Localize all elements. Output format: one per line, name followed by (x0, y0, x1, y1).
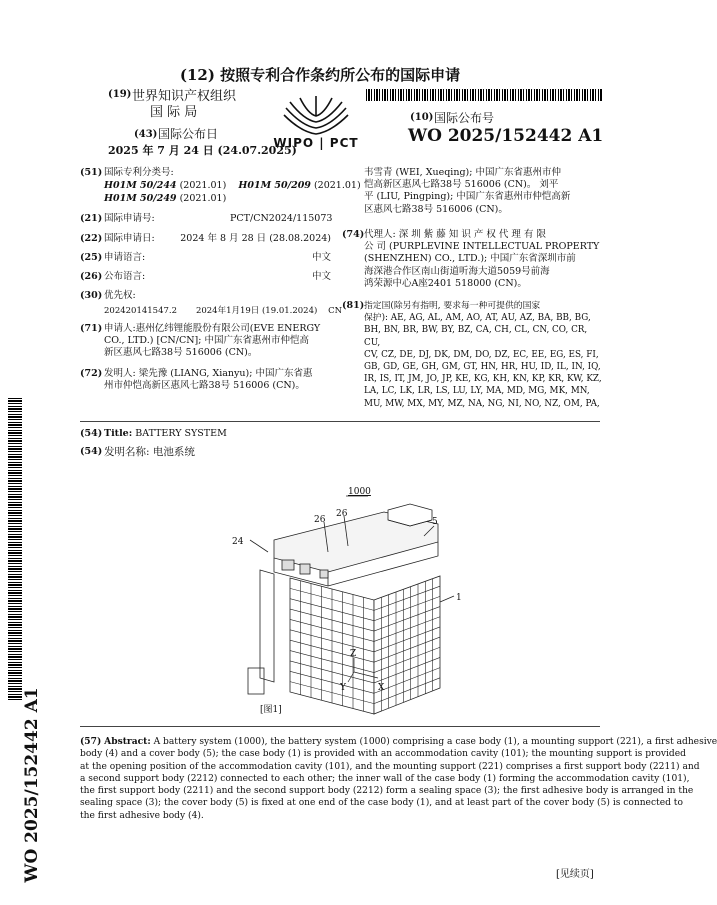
figure-label-1: 1 (456, 593, 462, 603)
f72-code: (72) (80, 368, 103, 379)
battery-system-drawing (228, 482, 478, 722)
wipo-logo-text: WIPO | PCT (273, 136, 359, 150)
f30-priority: 202420141547.2 2024年1月19日 (19.01.2024) CN (104, 306, 343, 316)
f25-value: 中文 (311, 252, 331, 263)
f30-label: 优先权: (104, 290, 136, 301)
f81-designated-states: 指定国(除另有指明, 要求每一种可提供的国家 保护): AE, AG, AL, AM, AO, AT, AU, AZ, BA, BB, BG, BH, BN, BR, BW, BY, BZ, CA, CH, CL, CN, CO, CR, CU, CV, CZ, DE, DJ, DK, DM, DO, DZ, EC, EE, EG, ES, FI, GB, GD, GE, GH, GM, GT, HN, HR, HU, ID, IL, IN, IQ, IR, IS, IT, JM, JO, JP, KE, KG, KH, KN, KP, KR, KW, KZ, LA, LC, LK, LR, LS, LU, LY, MA, MD, MG, MK, MN, MU, MW, MX, MY, MZ, NA, NG, NI, NO, NZ, OM, PA, (364, 301, 602, 409)
f74-agent: 代理人: 深 圳 紫 藤 知 识 产 权 代 理 有 限 公 司 (PURPLEVINE INTELLECTUAL PROPERTY (SHENZHEN) CO., LTD.); 中国广东省深圳市前 海深港合作区南山街道听海大道5059号前海 鸿荣源中心A座2401 518000 (CN)。 (364, 229, 600, 289)
f25-code: (25) (80, 252, 103, 263)
f25-label: 申请语言: (104, 252, 146, 263)
f71-code: (71) (80, 323, 103, 334)
f26-label: 公布语言: (104, 271, 146, 282)
abstract-line: a second support body (2212) connected to each other; the inner wall of the case body (1) forming the accommodation cavity (101), (80, 773, 690, 784)
f22-value: 2024 年 8 月 28 日 (28.08.2024) (180, 233, 331, 244)
pubno-code: (10) (410, 112, 434, 123)
inventor-continued: 韦雪青 (WEI, Xueqing); 中国广东省惠州市仲 恺高新区惠风七路38号 516006 (CN)。 刘平 平 (LIU, Pingping); 中国广东省惠州市仲恺高新 区惠风七路38号 516006 (CN)。 (364, 167, 571, 215)
pubdate-label: 国际公布日 (158, 127, 219, 141)
title-en-code: (54) (80, 428, 103, 439)
f51-line1: H01M 50/244 (2021.01) H01M 50/209 (2021.01) (104, 180, 361, 191)
f72-inventor: 发明人: 梁先豫 (LIANG, Xianyu); 中国广东省惠 州市仲恺高新区惠风七路38号 516006 (CN)。 (104, 368, 313, 392)
figure-axis-x: X (378, 683, 385, 693)
top-barcode (366, 89, 602, 101)
f71-applicant: 申请人:惠州亿纬锂能股份有限公司(EVE ENERGY CO., LTD.) [CN/CN]; 中国广东省惠州市仲恺高 新区惠风七路38号 516006 (CN)。 (104, 323, 321, 359)
figure-ref-1000: 1000 (348, 487, 371, 497)
pubdate-value: 2025 年 7 月 24 日 (24.07.2025) (108, 144, 297, 157)
patent-figure (228, 482, 478, 722)
f51-code: (51) (80, 167, 103, 178)
f74-code: (74) (342, 229, 365, 240)
abstract-line: body (4) and a cover body (5); the case body (1) is provided with an accommodation cavity (101); the mounting support is provided (80, 749, 686, 760)
figure-label-24: 24 (232, 537, 244, 547)
f30-code: (30) (80, 290, 103, 301)
section-divider (80, 421, 600, 422)
f26-value: 中文 (311, 271, 331, 282)
f21-label: 国际申请号: (104, 213, 155, 224)
f51-line2: H01M 50/249 (2021.01) (104, 193, 227, 204)
side-barcode (8, 398, 22, 700)
abstract (80, 736, 717, 822)
f22-code: (22) (80, 233, 103, 244)
title-en: Title: BATTERY SYSTEM (104, 428, 227, 439)
f22-label: 国际申请日: (104, 233, 155, 244)
title-zh-code: (54) (80, 446, 103, 457)
document-title: (12) 按照专利合作条约所公布的国际申请 (179, 66, 461, 84)
continued-note: [见续页] (556, 869, 594, 880)
org-line1: 世界知识产权组织 (132, 89, 237, 104)
abstract-line: the first support body (2211) and the second support body (2212) form a sealing space (3); the first adhesive body is arranged in the (80, 786, 694, 797)
f81-code: (81) (342, 300, 365, 311)
wipo-logo (268, 92, 364, 154)
org-code: (19) (108, 89, 132, 100)
pubdate-code: (43) (134, 129, 158, 140)
abstract-divider (80, 726, 600, 727)
abstract-line: the first adhesive body (4). (80, 810, 204, 821)
figure-axis-y: Y (340, 683, 346, 693)
f21-value: PCT/CN2024/115073 (230, 213, 333, 224)
figure-axis-z: Z (350, 649, 357, 659)
pubno-label: 国际公布号 (434, 111, 495, 125)
side-publication-number: WO 2025/152442 A1 (22, 687, 42, 883)
abstract-line: sealing space (3); the cover body (5) is fixed at one end of the case body (1), and at least part of the cover body (5) is connected to (80, 798, 683, 809)
abstract-line: at the opening position of the accommodation cavity (101), and the mounting support (221) comprises a first support body (2211) and (80, 761, 700, 772)
org-line2: 国 际 局 (150, 105, 198, 120)
figure-label-26a: 26 (314, 515, 326, 525)
figure-label-5: 5 (432, 517, 438, 527)
abstract-line: (57) Abstract: A battery system (1000), the battery system (1000) comprising a case body (1), a mounting support (221), a first adhesive (80, 736, 717, 747)
figure-label-26b: 26 (336, 509, 348, 519)
title-zh: 发明名称: 电池系统 (104, 446, 195, 458)
pubno-value: WO 2025/152442 A1 (408, 126, 604, 146)
f26-code: (26) (80, 271, 103, 282)
f21-code: (21) (80, 213, 103, 224)
figure-caption: [图1] (260, 705, 282, 715)
f51-label: 国际专利分类号: (104, 167, 174, 178)
